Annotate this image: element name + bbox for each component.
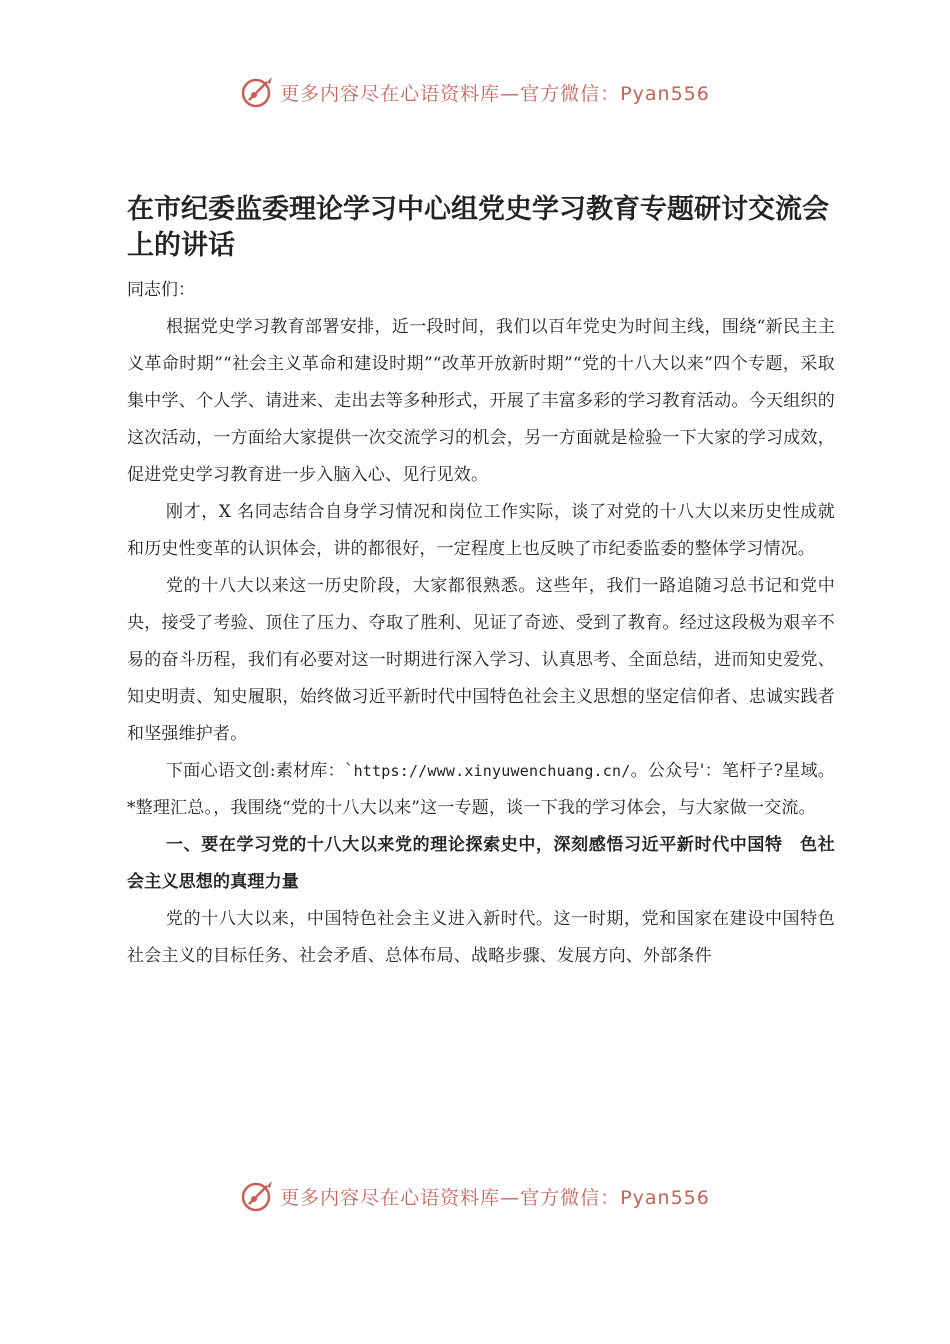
section-heading-1: 一、要在学习党的十八大以来党的理论探索史中，深刻感悟习近平新时代中国特 色社会主义思想的真理力量 xyxy=(127,835,835,892)
source-url: https://www.xinyuwenchuang.cn/ xyxy=(353,762,631,780)
document-body xyxy=(127,192,835,975)
document-title: 在市纪委监委理论学习中心组党史学习教育专题研讨交流会上的讲话 xyxy=(127,194,829,261)
watermark-text: 更多内容尽在心语资料库—官方微信：Pyan556 xyxy=(280,82,710,105)
paragraph-5: 党的十八大以来，中国特色社会主义进入新时代。这一时期，党和国家在建设中国特色社会主义的目标任务、社会矛盾、总体布局、战略步骤、发展方向、外部条件 xyxy=(127,909,835,966)
paragraph-2: 刚才，X 名同志结合自身学习情况和岗位工作实际，谈了对党的十八大以来历史性成就和历史性变革的认识体会，讲的都很好，一定程度上也反映了市纪委监委的整体学习情况。 xyxy=(127,502,835,559)
paragraph-3: 党的十八大以来这一历史阶段，大家都很熟悉。这些年，我们一路追随习总书记和党中央，接受了考验、顶住了压力、夺取了胜利、见证了奇迹、受到了教育。经过这段极为艰辛不易的奋斗历程，我们有必要对这一时期进行深入学习、认真思考、全面总结，进而知史爱党、知史明责、知史履职，始终做习近平新时代中国特色社会主义思想的坚定信仰者、忠诚实践者和坚强维护者。 xyxy=(127,576,835,744)
salutation: 同志们： xyxy=(127,280,195,300)
paragraph-1: 根据党史学习教育部署安排，近一段时间，我们以百年党史为时间主线，围绕“新民主主义革命时期”“社会主义革命和建设时期”“改革开放新时期”“党的十八大以来”四个专题，采取集中学、个人学、请进来、走出去等多种形式，开展了丰富多彩的学习教育活动。今天组织的这次活动，一方面给大家提供一次交流学习的机会，另一方面就是检验一下大家的学习成效，促进党史学习教育进一步入脑入心、见行见效。 xyxy=(127,317,835,485)
watermark-banner-top xyxy=(0,70,950,114)
quill-logo-icon xyxy=(240,1178,276,1214)
watermark-banner-bottom xyxy=(0,1174,950,1218)
paragraph-4: 下面心语文创:素材库：`https://www.xinyuwenchuang.cn/。公众号'：笔杆子?星域。*整理汇总。，我围绕“党的十八大以来”这一专题，谈一下我的学习体会，与大家做一交流。 xyxy=(127,761,835,818)
quill-logo-icon xyxy=(240,74,276,110)
watermark-text: 更多内容尽在心语资料库—官方微信：Pyan556 xyxy=(280,1186,710,1209)
